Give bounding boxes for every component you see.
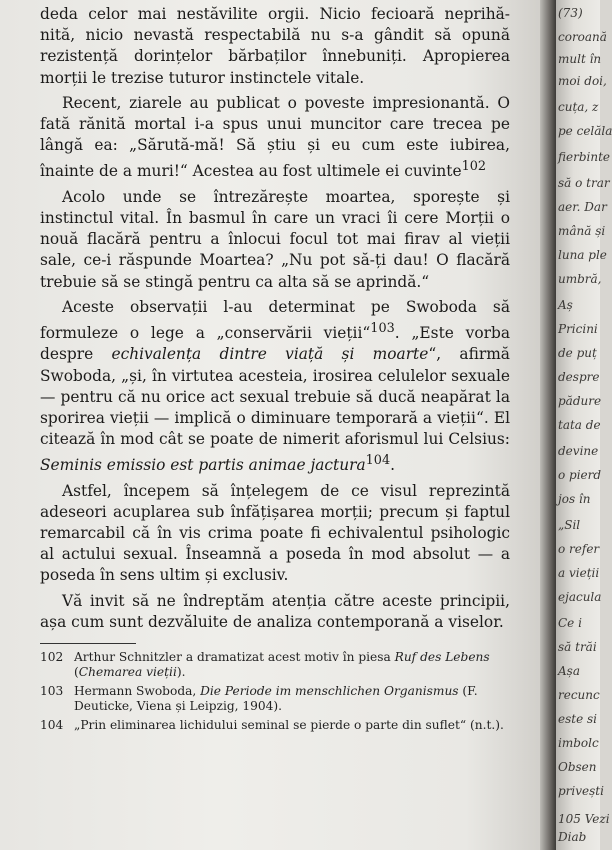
footnote-103	[40, 684, 510, 715]
facing-fragment: de puț	[558, 346, 597, 360]
paragraph-2	[40, 93, 510, 183]
facing-fragment: pe celăla	[558, 124, 612, 138]
line: așa cum sunt dezvăluite de analiza contemporană a	[40, 612, 444, 631]
line: Celsius:	[448, 430, 510, 449]
facing-fragment: mult în	[558, 52, 602, 66]
line: .	[390, 456, 396, 475]
line: iubirea, înainte de a muri!“ Acestea au fost ultimele ei	[40, 136, 510, 181]
footnote-number: 103	[40, 683, 64, 698]
facing-fragment: fierbinte	[558, 150, 611, 164]
facing-fragment: Aș	[558, 298, 573, 312]
paragraph-1	[40, 4, 510, 89]
footnote-104	[40, 718, 510, 733]
line: . „Este vorba	[394, 324, 510, 343]
facing-footnote: 105 Vezi	[558, 812, 610, 826]
line: Recent, ziarele au publicat o poveste impresionantă.	[62, 93, 490, 112]
facing-fragment: moi doi,	[558, 74, 607, 88]
line: sale, ce-i răspunde Moartea? „Nu pot să-ți dau! O flacără	[40, 251, 510, 270]
facing-fragment: o refer	[558, 542, 600, 556]
paragraph-6	[40, 591, 510, 633]
play-title-translation: Chemarea vieții	[78, 665, 177, 680]
emphasis: echivalența dintre viață și moarte	[111, 345, 429, 364]
line: Vă invit să ne îndreptăm atenția către aceste principii,	[62, 591, 510, 610]
line: formuleze o lege a „conservării vieții“	[40, 324, 371, 343]
line: despre	[40, 345, 112, 364]
line: El citează în mod cât se poate de nimerit aforismul lui	[40, 408, 510, 449]
line: o nouă flacără pentru a înlocui focul tot mai firav al vieții	[40, 208, 510, 249]
book-title: Die Periode im menschlichen Organismus	[200, 683, 459, 698]
facing-fragment: să o trar	[558, 176, 610, 190]
line: Aceste observații l-au determinat pe Swoboda să	[62, 297, 510, 316]
facing-fragment: ejacula	[558, 590, 602, 604]
line: Acolo unde se întrezărește moartea, sporește și	[62, 187, 510, 206]
footnote-ref-104[interactable]: 104	[365, 453, 391, 469]
body-text	[40, 4, 510, 736]
footnote-number: 104	[40, 717, 64, 732]
line: cuvinte	[404, 162, 462, 181]
line: O fată rănită mortal i-a spus unui muncitor care	[40, 93, 510, 134]
line: trebuie să se stingă pentru ca alta să se aprindă.“	[40, 272, 430, 291]
line: Astfel, începem să înțelegem de ce visul reprezintă	[62, 481, 510, 500]
line: psihologic al actului sexual. Înseamnă a poseda în mod	[40, 524, 510, 564]
line: viselor.	[448, 612, 504, 631]
footnote-divider	[40, 643, 136, 644]
line: sporirea vieții — implică o diminuare temporară a vieții“.	[40, 408, 489, 427]
footnote-text	[74, 650, 510, 681]
footnotes	[40, 650, 510, 733]
facing-fragment: privești	[558, 784, 604, 798]
paragraph-4	[40, 297, 510, 477]
footnote-ref-102[interactable]: 102	[461, 159, 487, 175]
fn-part: Arthur Schnitzler a dramatizat acest motiv în piesa	[74, 650, 395, 665]
fn-part: (F. Deuticke, Viena și Leipzig, 1904).	[74, 683, 478, 714]
facing-fragment: Ce i	[558, 616, 582, 630]
facing-fragment: recunc	[558, 688, 600, 702]
facing-fragment: Pricini	[558, 322, 598, 336]
facing-fragment: pădure	[558, 394, 602, 408]
facing-fragment: cuța, z	[558, 100, 599, 114]
line: adeseori acuplarea sub înfățișarea morții; precum și	[40, 502, 458, 521]
line: morții le trezise tuturor instinctele vitale.	[40, 68, 365, 87]
facing-footnote: Diab	[558, 830, 587, 844]
line: “, afirmă Swoboda,	[40, 345, 510, 385]
facing-fragment: coroană	[558, 30, 607, 44]
line: nită, nicio nevastă respectabilă nu s-a gândit să opună	[40, 26, 510, 45]
fn-part: ).	[176, 665, 186, 680]
line: pentru că nu orice act sexual trebuie să ducă neapărat la	[60, 387, 510, 406]
facing-fragment: mână și	[558, 224, 606, 238]
footnote-text	[74, 684, 510, 715]
line: trecea pe lângă ea: „Sărută-mă! Să știu și eu cum este	[40, 115, 510, 155]
facing-fragment: despre	[558, 370, 600, 384]
facing-fragment: Obsen	[558, 760, 597, 774]
facing-fragment: tata de	[558, 418, 601, 432]
facing-fragment: a vieții	[558, 566, 600, 580]
paragraph-3	[40, 187, 510, 293]
line: rezistență dorințelor bărbaților înnebuniți. Apropierea	[40, 47, 510, 66]
paragraph-5	[40, 481, 510, 587]
footnote-number: 102	[40, 650, 64, 665]
footnote-ref-103[interactable]: 103	[370, 320, 395, 336]
line: instinctul vital. În basmul în care un vraci îi cere Morții	[40, 208, 494, 227]
facing-page-edge	[556, 0, 612, 850]
line: „și, în virtutea acesteia, irosirea celulelor sexuale —	[40, 366, 510, 406]
latin-aphorism: Seminis emissio est partis animae jactura	[40, 456, 366, 475]
facing-fragment: „Sil	[558, 518, 581, 532]
facing-fragment: Așa	[558, 664, 580, 678]
footnote-text: „Prin eliminarea lichidului seminal se pierde o parte din suflet“ (n.t.).	[74, 717, 504, 732]
facing-page-number: (73)	[558, 6, 583, 20]
facing-fragment: devine	[558, 444, 599, 458]
facing-fragment: luna ple	[558, 248, 607, 262]
line: absolut — a poseda în sens ultim și exclusiv.	[40, 545, 511, 585]
footnote-102	[40, 650, 510, 681]
book-spine-shadow	[540, 0, 556, 850]
facing-fragment: este si	[558, 712, 597, 726]
facing-fragment: să trăi	[558, 640, 597, 654]
facing-fragment: jos în	[558, 492, 591, 506]
facing-fragment: umbră,	[558, 272, 602, 286]
fn-part: (	[74, 665, 79, 680]
facing-fragment: imbolc	[558, 736, 599, 750]
facing-fragment: aer. Dar	[558, 200, 607, 214]
line: deda celor mai nestăvilite orgii. Nicio fecioară neprihă-	[40, 5, 510, 23]
play-title: Ruf des Lebens	[394, 650, 490, 665]
fn-part: Hermann Swoboda,	[74, 683, 201, 698]
facing-fragment: o pierd	[558, 468, 602, 482]
line: faptul remarcabil că în vis crima poate fi echivalentul	[40, 502, 510, 543]
